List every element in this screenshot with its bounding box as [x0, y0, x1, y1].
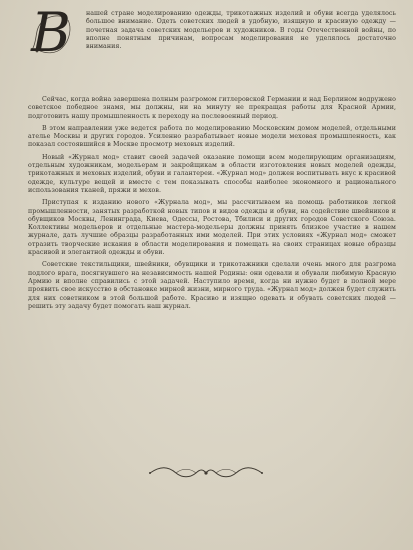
paragraph: В этом направлении уже ведется работа по моделированию Московским домом моделей, отдельными ателье Москвы и других городов. Усиленно разрабатывает новые модели меховая промышленность, как показал состоявшийся в Москве просмотр меховых изделий.: [28, 124, 396, 149]
lead-block: [28, 1, 396, 92]
paragraph: Советские текстильщики, швейники, обувщики и трикотажники сделали очень много для разгрома подлого врага, посягнувшего на независимость нашей Родины: они одевали и обували любимую Красную Армию и вполне справились с этой задачей. Наступило время, когда ни нужно будет в полной мере проявить свое искусство в обстановке мирной жизни, мирного труда. «Журнал мод» должен будет служить для них советником в этой большой работе. Красиво и изящно одевать и обувать советских людей — решить эту задачу будет помогать наш журнал.: [28, 261, 396, 310]
lead-paragraph: нашей стране моделированию одежды, трикотажных изделий и обуви всегда уделялось большое внимание. Одеть советских людей в удобную, изящную и красивую одежду — почетная задача советских модельеров и художников. В годы Отечественной войны, по вполне понятным причинам, вопросам моделирования не уделялось достаточно внимания.: [86, 10, 396, 51]
dropcap: [28, 1, 74, 64]
article-body: [28, 1, 396, 315]
ornament-divider-icon: [146, 462, 266, 484]
paragraph: Сейчас, когда война завершена полным разгромом гитлеровской Германии и над Берлином водружено советское победное знамя, мы должны, ни на минуту не прекращая работы для Красной Армии, подготовить нашу промышленность к переходу на послевоенный период.: [28, 96, 396, 120]
paragraph: Приступая к изданию нового «Журнала мод», мы рассчитываем на помощь работников легкой промышленности, занятых разработкой новых типов и видов одежды и обуви, на содействие швейников и обувщиков Москвы, Ленинграда, Киева, Одессы, Ростова, Тбилиси и других городов Советского Союза. Коллективы модельеров и отдельные мастера-модельеры должны принять близкое участие в нашем журнале, дать лучшие образцы разработанных ими моделей. При этих условиях «Журнал мод» сможет отразить творческие искания в области моделирования и помещать на своих страницах новые образцы красивой и элегантной одежды и обуви.: [28, 199, 396, 257]
dropcap-letter: В: [31, 1, 71, 64]
paragraph: Новый «Журнал мод» ставит своей задачей оказание помощи всем моделирующим организациям, отдельным художникам, модельерам и закройщикам в области изготовления новых моделей одежды, трикотажных и меховых изделий, обуви и галантереи. «Журнал мод» должен воспитывать вкус к красивой одежде, культуре вещей и вместе с тем показывать способы наиболее экономного и рационального использования тканей, пряжи и мехов.: [28, 153, 396, 194]
